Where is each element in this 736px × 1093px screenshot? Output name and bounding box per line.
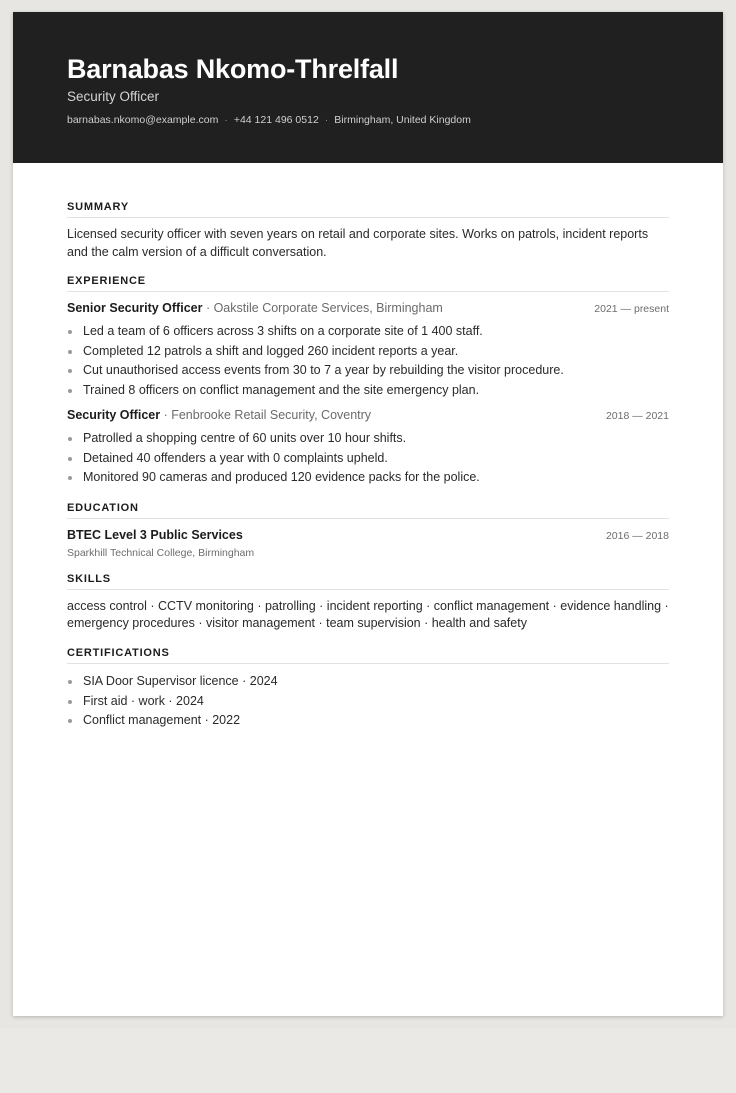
- experience-role-line: [67, 407, 371, 424]
- certifications-section: [67, 647, 669, 731]
- job-dates: 2021 — present: [594, 303, 669, 315]
- job-dates: 2018 — 2021: [605, 409, 669, 422]
- contact-location: Birmingham, United Kingdom: [334, 114, 471, 126]
- experience-entry: [67, 407, 669, 488]
- education-section: [67, 502, 669, 559]
- section-heading-skills: SKILLS: [67, 573, 669, 590]
- list-item: Completed 12 patrols a shift and logged 260 incident reports a year.: [67, 342, 669, 362]
- school-name: Sparkhill Technical College, Birmingham: [67, 546, 255, 559]
- education-entry-header: [67, 527, 669, 545]
- contact-line: [67, 114, 471, 126]
- resume-body: [13, 163, 723, 731]
- section-heading-education: EDUCATION: [67, 502, 669, 519]
- candidate-name: Barnabas Nkomo-Threlfall: [67, 54, 399, 84]
- certification-list: [67, 672, 669, 731]
- list-item: Trained 8 officers on conflict management and the site emergency plan.: [67, 381, 669, 401]
- list-item: Cut unauthorised access events from 30 to 7 a year by rebuilding the visitor procedure.: [67, 361, 669, 381]
- contact-separator: ·: [324, 114, 329, 126]
- job-title: Senior Security Officer: [67, 301, 203, 315]
- job-organisation: · Fenbrooke Retail Security, Coventry: [160, 407, 372, 422]
- job-organisation: · Oakstile Corporate Services, Birmingham: [202, 301, 443, 315]
- education-entry: [67, 527, 669, 559]
- contact-phone[interactable]: +44 121 496 0512: [233, 114, 319, 126]
- experience-entry: [67, 300, 669, 401]
- summary-section: [67, 201, 669, 261]
- skills-text: access control · CCTV monitoring · patrolling · incident reporting · conflict management · evidence handling · emergency procedures · visitor management · team supervision · health and safety: [67, 598, 669, 631]
- list-item: SIA Door Supervisor licence · 2024: [67, 672, 669, 692]
- section-heading-experience: EXPERIENCE: [67, 275, 669, 292]
- contact-email[interactable]: barnabas.nkomo@example.com: [67, 114, 219, 126]
- section-heading-certifications: CERTIFICATIONS: [67, 647, 669, 664]
- job-bullet-list: [67, 322, 669, 401]
- skills-section: [67, 573, 669, 633]
- job-title: Security Officer: [67, 407, 161, 422]
- list-item: Monitored 90 cameras and produced 120 evidence packs for the police.: [67, 468, 669, 488]
- list-item: Detained 40 offenders a year with 0 complaints upheld.: [67, 449, 669, 469]
- experience-role-line: [67, 300, 443, 317]
- list-item: Patrolled a shopping centre of 60 units over 10 hour shifts.: [67, 429, 669, 449]
- education-dates: 2016 — 2018: [605, 529, 669, 542]
- section-heading-summary: SUMMARY: [67, 201, 669, 218]
- experience-entry-header: [67, 300, 669, 318]
- experience-entry-header: [67, 407, 669, 425]
- resume-page: [13, 12, 723, 1016]
- list-item: First aid · work · 2024: [67, 692, 669, 712]
- job-bullet-list: [67, 429, 669, 488]
- page-background-band: [0, 1028, 736, 1093]
- resume-header: [13, 12, 723, 163]
- list-item: Led a team of 6 officers across 3 shifts on a corporate site of 1 400 staff.: [67, 322, 669, 342]
- list-item: Conflict management · 2022: [67, 711, 669, 731]
- contact-separator: ·: [224, 114, 228, 126]
- summary-text: Licensed security officer with seven years on retail and corporate sites. Works on patrols, incident reports and the calm version of a difficult conversation.: [67, 227, 649, 259]
- experience-section: [67, 275, 669, 488]
- qualification-title: BTEC Level 3 Public Services: [67, 527, 243, 542]
- candidate-role: Security Officer: [67, 89, 160, 104]
